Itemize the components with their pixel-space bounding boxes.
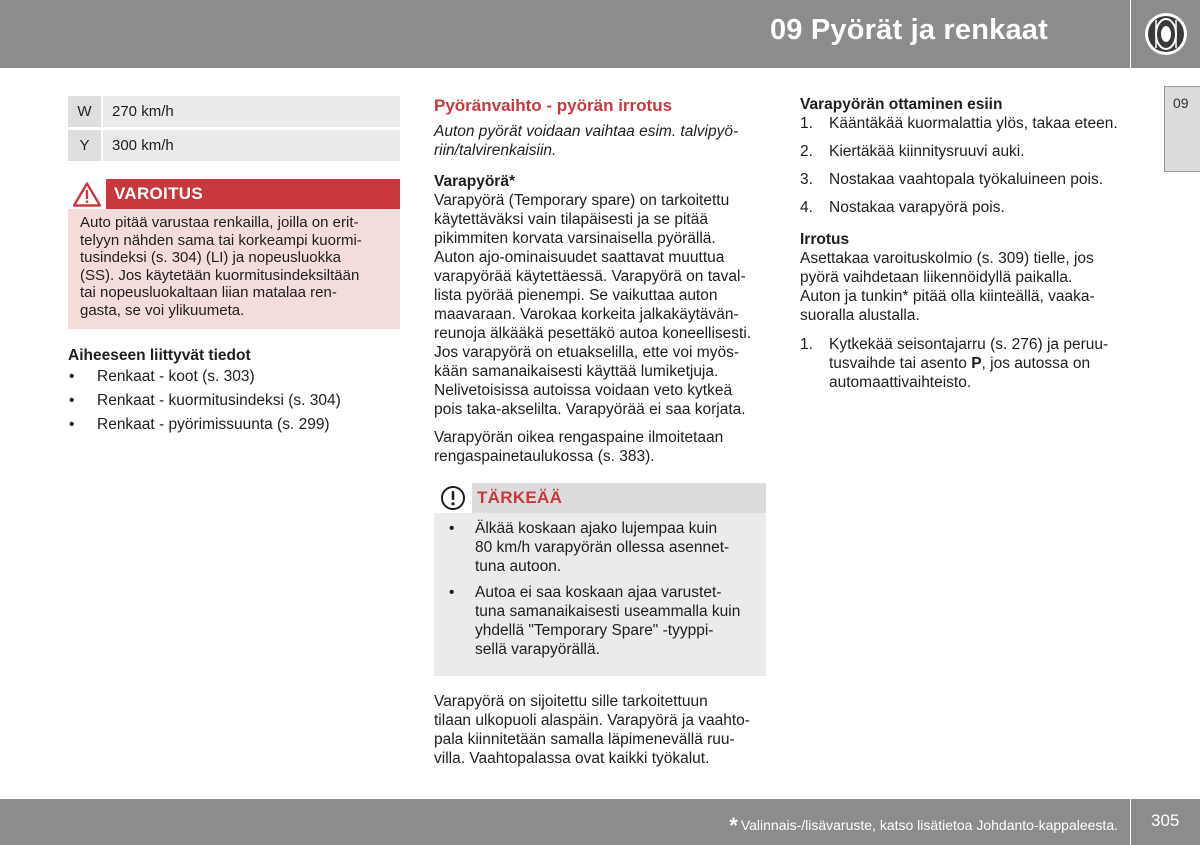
column-right <box>800 96 1132 401</box>
text-line: tusindeksi (s. 304) (LI) ja nopeusluokka <box>80 249 341 266</box>
text-line: Jos varapyörä on etuakselilla, ette voi myös- <box>434 344 739 361</box>
important-title: TÄRKEÄÄ <box>477 488 563 507</box>
related-list <box>68 367 400 434</box>
important-header <box>434 483 766 513</box>
step-item <box>800 142 1132 161</box>
text-line: Auto pitää varustaa renkailla, joilla on erit- <box>80 214 359 231</box>
text-line <box>829 354 1132 373</box>
table-row <box>68 129 400 162</box>
page-number: 305 <box>1151 811 1180 830</box>
footnote-star: * <box>729 813 738 838</box>
important-list <box>446 519 754 659</box>
speed-class-table <box>68 96 400 161</box>
text-line: gasta, se voi ylikuumeta. <box>80 301 245 319</box>
chapter-side-tab[interactable] <box>1164 86 1200 172</box>
text-line: pyörä vaihdetaan liikennöidyllä paikalla. <box>800 269 1073 286</box>
step-item <box>800 335 1132 392</box>
text-line: tai nopeusluokaltaan liian matalaa ren- <box>80 284 337 301</box>
footnote <box>729 813 1118 839</box>
takeout-steps <box>800 114 1132 217</box>
step-number: 3. <box>800 171 813 188</box>
text-line: Varapyörä (Temporary spare) on tarkoitettu <box>434 192 730 209</box>
page-header <box>0 0 1130 68</box>
list-item <box>446 519 754 576</box>
chapter-icon-box <box>1131 0 1200 68</box>
warning-triangle-icon <box>73 182 101 207</box>
step-number: 2. <box>800 143 813 160</box>
text-line: kään samanaikaisesti käyttää lumiketjuja. <box>434 363 719 380</box>
section-intro <box>434 122 766 160</box>
location-paragraph <box>434 692 766 768</box>
text-line: Varapyörä on sijoitettu sille tarkoitettuun <box>434 693 708 710</box>
related-heading: Aiheeseen liittyvät tiedot <box>68 347 251 364</box>
section-title: Pyöränvaihto - pyörän irrotus <box>434 96 673 115</box>
text-line: Varapyörän oikea rengaspaine ilmoitetaan <box>434 429 724 446</box>
text-line: telyyn nähden sama tai korkeampi kuormi- <box>80 231 362 249</box>
step-number: 4. <box>800 199 813 216</box>
step-text: Kiertäkää kiinnitysruuvi auki. <box>829 143 1025 160</box>
important-box <box>434 483 766 676</box>
step-text: Nostakaa vaahtopala työkaluineen pois. <box>829 171 1104 188</box>
chapter-title: 09 Pyörät ja renkaat <box>769 14 1048 46</box>
tire-icon <box>1143 11 1189 57</box>
takeout-heading: Varapyörän ottaminen esiin <box>800 96 1003 113</box>
speed-code: W <box>68 96 102 129</box>
text-line: pois taka-akselilta. Varapyörää ei saa korjata. <box>434 401 746 418</box>
text-line: 80 km/h varapyörän ollessa asennet- <box>475 539 730 556</box>
pressure-paragraph <box>434 428 766 466</box>
chapter-tab-label: 09 <box>1173 95 1189 111</box>
speed-value: 270 km/h <box>102 96 400 129</box>
text-line: riin/talvirenkaisiin. <box>434 142 557 159</box>
step-item <box>800 198 1132 217</box>
exclamation-circle-icon <box>440 485 466 511</box>
text-line: Auton pyörät voidaan vaihtaa esim. talvipyö- <box>434 123 739 140</box>
warning-text <box>68 209 400 329</box>
removal-heading: Irrotus <box>800 231 850 248</box>
text-line: maavaraan. Varokaa korkeita jalkakäytävän- <box>434 306 739 323</box>
step-item <box>800 114 1132 133</box>
text-line: lista pyörää pienempi. Se vaikuttaa auton <box>434 287 718 304</box>
table-row <box>68 96 400 129</box>
text-line: • Älkää koskaan ajako lujempaa kuin <box>475 520 718 537</box>
step-text: Nostakaa varapyörä pois. <box>829 199 1005 216</box>
text-line: suoralla alustalla. <box>800 307 920 324</box>
text-line: tuna autoon. <box>475 558 562 575</box>
related-info <box>68 347 400 434</box>
step-number: 1. <box>800 336 813 353</box>
text-line: Auton ja tunkin* pitää olla kiinteällä, vaaka- <box>800 288 1095 305</box>
text-line: villa. Vaahtopalassa ovat kaikki työkalut. <box>434 750 710 767</box>
text-line: pikimmiten korvata varsinaisella pyörällä. <box>434 230 716 247</box>
step-text: Kääntäkää kuormalattia ylös, takaa eteen. <box>829 115 1118 132</box>
column-middle <box>434 96 766 768</box>
warning-box <box>68 179 400 329</box>
text-line: pala kiinnitetään samalla läpimenevällä ruu- <box>434 731 735 748</box>
warning-header <box>68 179 400 209</box>
text-line: sellä varapyörällä. <box>475 641 600 658</box>
removal-steps <box>800 335 1132 392</box>
spare-paragraph <box>434 191 766 419</box>
text-fragment: tusvaihde tai asento <box>829 355 972 372</box>
text-line: tilaan ulkopuoli alaspäin. Varapyörä ja vaahto- <box>434 712 750 729</box>
speed-value: 300 km/h <box>102 129 400 162</box>
page-footer <box>0 799 1130 845</box>
text-line: Asettakaa varoituskolmio (s. 309) tielle, jos <box>800 250 1094 267</box>
speed-code: Y <box>68 129 102 162</box>
text-line: Nelivetoisissa autoissa voidaan veto kytkeä <box>434 382 733 399</box>
text-fragment: , jos autossa on <box>981 355 1091 372</box>
footnote-text: Valinnais-/lisävaruste, katso lisätietoa Johdanto-kappaleesta. <box>740 817 1118 833</box>
column-left <box>68 96 400 439</box>
page-number-box <box>1131 799 1200 845</box>
step-number: 1. <box>800 115 813 132</box>
related-link[interactable]: • Renkaat - kuormitusindeksi (s. 304) <box>68 391 400 410</box>
text-line: (SS). Jos käytetään kuormitusindeksiltään <box>80 266 360 284</box>
text-line: rengaspainetaulukossa (s. 383). <box>434 448 655 465</box>
text-line: Auton ajo-ominaisuudet saattavat muuttua <box>434 249 725 266</box>
text-line: • Autoa ei saa koskaan ajaa varustet- <box>475 584 722 601</box>
text-line: automaattivaihteisto. <box>829 374 972 391</box>
text-line: käytettäväksi vain tilapäisesti ja se pitää <box>434 211 708 228</box>
text-line: Kytkekää seisontajarru (s. 276) ja peruu- <box>829 336 1109 353</box>
text-line: yhdellä "Temporary Spare" -tyyppi- <box>475 622 714 639</box>
important-text <box>434 513 766 676</box>
text-line: tuna samanaikaisesti useammalla kuin <box>475 603 741 620</box>
text-line: reunoja älkääkä pesettäkö autoa koneellisesti. <box>434 325 752 342</box>
list-item <box>446 583 754 659</box>
related-link[interactable]: • Renkaat - koot (s. 303) <box>68 367 400 386</box>
text-line: varapyörää käytettäessä. Varapyörä on taval- <box>434 268 746 285</box>
related-link[interactable]: • Renkaat - pyörimissuunta (s. 299) <box>68 415 400 434</box>
warning-title: VAROITUS <box>114 184 203 203</box>
step-item <box>800 170 1132 189</box>
gear-position-p: P <box>971 355 982 372</box>
spare-heading: Varapyörä* <box>434 173 515 190</box>
removal-paragraph <box>800 249 1132 325</box>
